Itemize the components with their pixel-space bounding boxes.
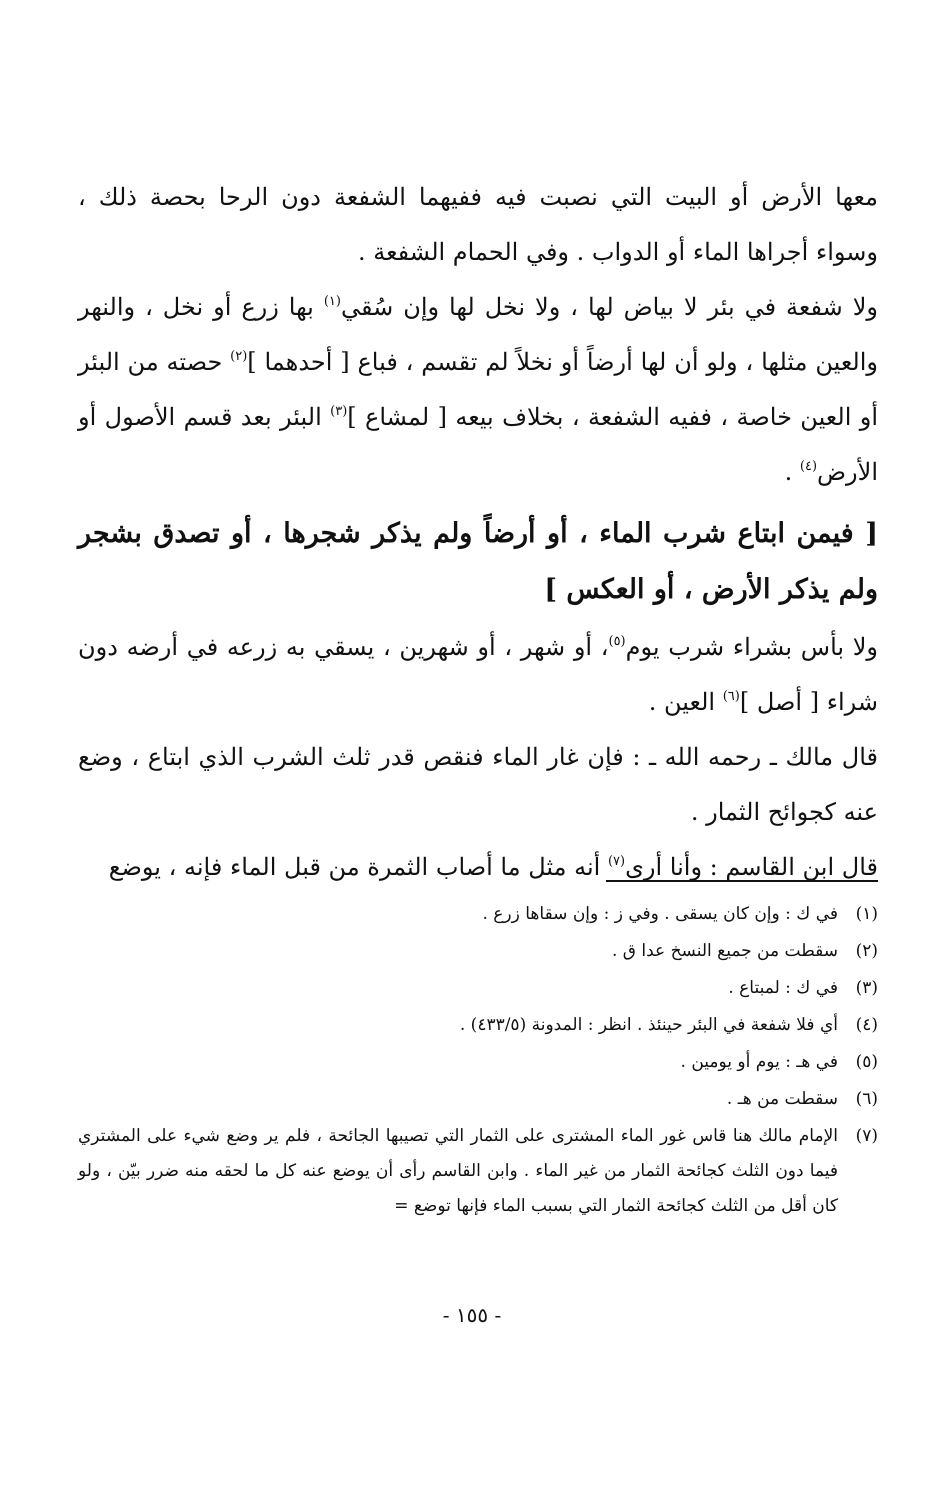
footnote-ref-1[interactable]: (١) [323,294,341,309]
paragraph-4: قال مالك ـ رحمه الله ـ : فإن غار الماء فنقص قدر ثلث الشرب الذي ابتاع ، وضع عنه كجوائح الثمار . [78,743,878,826]
footnote-text: في هـ : يوم أو يومين . [680,1052,838,1072]
footnote-separator [606,880,878,882]
section-heading: [ فيمن ابتاع شرب الماء ، أو أرضاً ولم يذكر شجرها ، أو تصدق بشجر ولم يذكر الأرض ، أو العكس ] [78,518,878,605]
footnote-5 [78,1044,878,1081]
paragraph-2-text-d: البئر بعد قسم الأصول أو الأرض [78,403,878,486]
footnote-number: (٧) [855,1126,878,1146]
footnote-ref-5[interactable]: (٥) [608,634,626,649]
footnote-ref-2[interactable]: (٢) [230,349,248,364]
footnote-3 [78,970,878,1007]
footnote-text: سقطت من جميع النسخ عدا ق . [611,941,838,961]
paragraph-1: معها الأرض أو البيت التي نصبت فيه ففيهما الشفعة دون الرحا بحصة ذلك ، وسواء أجراها الماء أو الدواب . وفي الحمام الشفعة . [78,183,878,266]
footnote-number: (٢) [855,941,878,961]
paragraph-5-text-a: قال ابن القاسم : وأنا أرى [625,853,878,881]
footnote-ref-7[interactable]: (٧) [607,854,626,869]
footnote-6 [78,1081,878,1118]
paragraph-2 [78,280,878,500]
paragraph-3-text-c: العين . [648,688,723,716]
footnote-4 [78,1007,878,1044]
footnote-number: (١) [855,904,878,924]
main-text [78,170,878,895]
paragraph-2-text-a: ولا شفعة في بئر لا بياض لها ، ولا نخل لها وإن سُقي [340,293,879,321]
footnote-text: في ك : لمبتاع . [728,978,838,998]
footnote-number: (٤) [855,1015,878,1035]
footnote-ref-3[interactable]: (٣) [330,404,348,419]
paragraph-3-text-b: ، أو شهر ، أو شهرين ، يسقي به زرعه في أرضه دون شراء [ أصل ] [78,633,878,716]
footnote-number: (٥) [855,1052,878,1072]
paragraph-2-text-b: بها زرع أو نخل ، والنهر والعين مثلها ، ولو أن لها أرضاً أو نخلاً لم تقسم ، فباع [ أحدهما ] [78,293,878,376]
footnote-number: (٦) [855,1089,878,1109]
footnote-text: سقطت من هـ . [726,1089,838,1109]
footnote-ref-6[interactable]: (٦) [722,689,740,704]
footnote-ref-4[interactable]: (٤) [799,459,818,474]
footnote-text: أي فلا شفعة في البئر حينئذ . انظر : المدونة (٤٣٣/٥) . [459,1015,838,1035]
paragraph-5-text-b: أنه مثل ما أصاب الثمرة من قبل الماء فإنه ، يوضع [108,853,608,881]
paragraph-5 [78,840,878,895]
paragraph-2-text-e: . [784,458,800,486]
paragraph-3 [78,620,878,730]
footnote-2 [78,933,878,970]
footnotes [78,896,878,1224]
footnote-text: الإمام مالك هنا قاس غور الماء المشترى على الثمار التي تصيبها الجائحة ، فلم ير وضع شيء على المشتري فيما دون الثلث كجائحة الثمار من غير الماء . وابن القاسم رأى أن يوضع عنه كل ما لحقه منه ضرر بيّن ، ولو كان أقل من الثلث كجائحة الثمار التي بسبب الماء فإنها توضع = [78,1126,838,1216]
page-number: - ١٥٥ - [442,1303,502,1327]
paragraph-2-text-c: حصته من البئر أو العين خاصة ، ففيه الشفعة ، بخلاف بيعه [ لمشاع ] [78,348,878,431]
footnote-number: (٣) [855,978,878,998]
footnote-1 [78,896,878,933]
footnote-text: في ك : وإن كان يسقى . وفي ز : وإن سقاها زرع . [482,904,838,924]
footnote-7 [78,1118,878,1224]
paragraph-3-text-a: ولا بأس بشراء شرب يوم [625,633,878,661]
